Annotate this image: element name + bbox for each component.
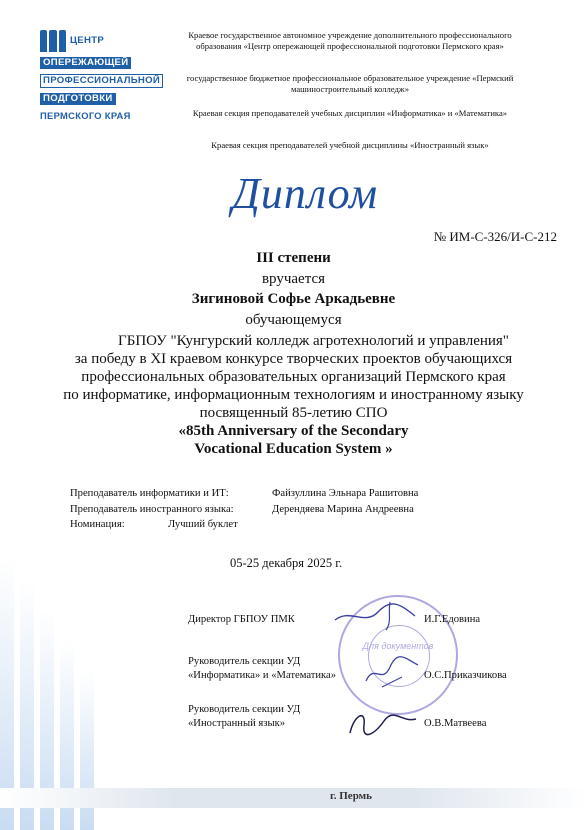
diploma-title: Диплом xyxy=(231,169,379,218)
event-date: 05-25 декабря 2025 г. xyxy=(230,556,343,570)
diploma-number: № ИМ-С-326/И-С-212 xyxy=(433,229,557,244)
head1-label-line2: «Информатика» и «Математика» xyxy=(188,670,337,681)
footer-band xyxy=(0,788,587,808)
recipient-status: обучающемуся xyxy=(245,312,342,328)
head2-name: О.В.Матвеева xyxy=(424,718,487,729)
nomination-value: Лучший буклет xyxy=(168,519,238,530)
recipient-name: Зигиновой Софье Аркадьевне xyxy=(191,291,396,307)
degree: III степени xyxy=(256,250,331,266)
head2-label-line2: «Иностранный язык» xyxy=(188,718,286,729)
header-org-3: Краевая секция преподавателей учебных дисциплин «Информатика» и «Математика» xyxy=(192,108,508,118)
director-signature xyxy=(330,598,420,632)
director-label: Директор ГБПОУ ПМК xyxy=(188,614,295,625)
logo-bars-icon xyxy=(40,30,66,52)
head1-name: О.С.Приказчикова xyxy=(424,670,507,681)
reason-line-1: за победу в XI краевом конкурсе творческих проектов обучающихся xyxy=(74,351,513,367)
header-org-1: Краевое государственное автономное учреждение дополнительного профессионального образования «Центр опережающей профессиональной подготовки Пермского края» xyxy=(188,30,512,51)
project-topic-line-1: «85th Anniversary of the Secondary xyxy=(178,423,409,439)
lang-teacher-name: Дерендяева Марина Андреевна xyxy=(272,504,414,515)
it-teacher-label: Преподаватель информатики и ИТ: xyxy=(70,488,229,499)
head2-signature xyxy=(344,705,420,739)
institution: ГБПОУ "Кунгурский колледж агротехнологий и управления" xyxy=(118,333,509,349)
logo-text-line4: ПОДГОТОВКИ xyxy=(40,93,116,105)
header-org-4: Краевая секция преподавателей учебной дисциплины «Иностранный язык» xyxy=(211,140,489,150)
reason-line-4: посвященный 85-летию СПО xyxy=(199,405,388,421)
logo-text-line3: ПРОФЕССИОНАЛЬНОЙ xyxy=(40,74,163,88)
head2-label-line1: Руководитель секции УД xyxy=(188,704,301,715)
awarded-text: вручается xyxy=(261,271,326,287)
stamp-text: Для документов xyxy=(362,641,434,651)
header-org-2: государственное бюджетное профессиональное образовательное учреждение «Пермский машиностроительный колледж» xyxy=(186,73,514,94)
logo-text-line2: ОПЕРЕЖАЮЩЕЙ xyxy=(40,57,131,69)
it-teacher-name: Файзуллина Эльнара Рашитовна xyxy=(272,488,419,499)
nomination-label: Номинация: xyxy=(70,519,125,530)
organization-logo xyxy=(40,30,172,124)
director-name: И.Г.Едовина xyxy=(424,614,481,625)
footer-city: г. Пермь xyxy=(330,790,372,802)
head1-label-line1: Руководитель секции УД xyxy=(188,656,301,667)
reason-line-3: по информатике, информационным технологиям и иностранному языку xyxy=(63,387,524,403)
head1-signature xyxy=(362,655,422,691)
logo-text-line1: ЦЕНТР xyxy=(70,35,105,46)
reason-line-2: профессиональных образовательных организаций Пермского края xyxy=(81,369,506,385)
logo-text-line5: ПЕРМСКОГО КРАЯ xyxy=(40,110,131,121)
lang-teacher-label: Преподаватель иностранного языка: xyxy=(70,504,234,515)
project-topic-line-2: Vocational Education System » xyxy=(194,441,393,457)
